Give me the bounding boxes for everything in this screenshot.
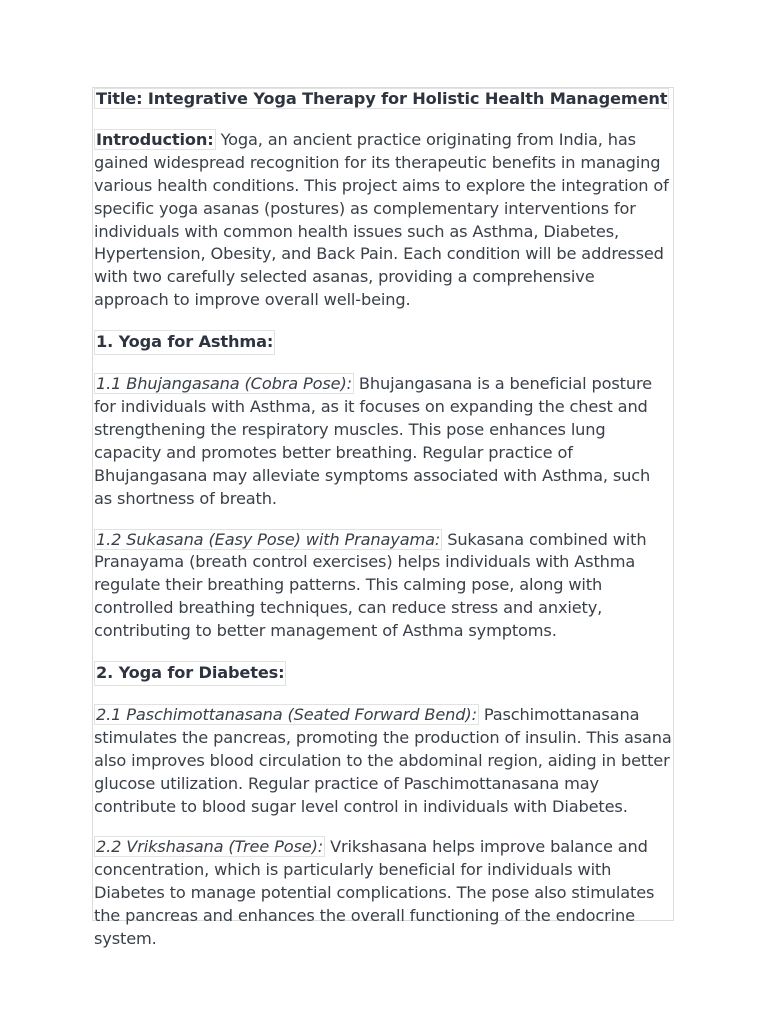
asana-paragraph-paschimottanasana xyxy=(94,704,673,819)
asana-lead-sukasana: 1.2 Sukasana (Easy Pose) with Pranayama: xyxy=(96,529,441,549)
asana-paragraph-vrikshasana xyxy=(94,836,673,951)
section-heading-diabetes: 2. Yoga for Diabetes: xyxy=(94,661,286,686)
intro-paragraph xyxy=(94,129,673,312)
asana-lead-paschimottanasana: 2.1 Paschimottanasana (Seated Forward Bend): xyxy=(96,704,477,724)
asana-body-vrikshasana: Vrikshasana helps improve balance and concentration, which is particularly beneficial for individuals with Diabetes to manage potential complications. The pose also stimulates the pancreas and enhances the overall functioning of the endocrine system. xyxy=(94,837,655,949)
asana-lead-bhujangasana: 1.1 Bhujangasana (Cobra Pose): xyxy=(96,374,352,394)
document-title: Title: Integrative Yoga Therapy for Holistic Health Management xyxy=(96,89,668,108)
section-heading-asthma: 1. Yoga for Asthma: xyxy=(94,330,275,355)
intro-lead: Introduction: xyxy=(96,129,214,149)
asana-lead-vrikshasana: 2.2 Vrikshasana (Tree Pose): xyxy=(96,837,324,857)
section-heading-diabetes-paragraph xyxy=(94,661,673,686)
section-heading-asthma-paragraph xyxy=(94,330,673,355)
asana-paragraph-sukasana xyxy=(94,529,673,644)
document-page xyxy=(92,87,674,949)
asana-body-bhujangasana: Bhujangasana is a beneficial posture for individuals with Asthma, as it focuses on expanding the chest and strengthening the respiratory muscles. This pose enhances lung capacity and promotes better breathing. Regular practice of Bhujangasana may alleviate symptoms associated with Asthma, such as shortness of breath. xyxy=(94,374,652,508)
asana-body-sukasana: Sukasana combined with Pranayama (breath control exercises) helps individuals with Asthma regulate their breathing patterns. This calming pose, along with controlled breathing techniques, can reduce stress and anxiety, contributing to better management of Asthma symptoms. xyxy=(94,529,647,641)
intro-body: Yoga, an ancient practice originating from India, has gained widespread recognition for its therapeutic benefits in managing various health conditions. This project aims to explore the integration of specific yoga asanas (postures) as complementary interventions for individuals with common health issues such as Asthma, Diabetes, Hypertension, Obesity, and Back Pain. Each condition will be addressed with two carefully selected asanas, providing a comprehensive approach to improve overall well-being. xyxy=(94,129,669,310)
asana-paragraph-bhujangasana xyxy=(94,373,673,510)
asana-body-paschimottanasana: Paschimottanasana stimulates the pancreas, promoting the production of insulin. This asana also improves blood circulation to the abdominal region, aiding in better glucose utilization. Regular practice of Paschimottanasana may contribute to blood sugar level control in individuals with Diabetes. xyxy=(94,704,672,816)
document-title-paragraph xyxy=(94,88,673,111)
